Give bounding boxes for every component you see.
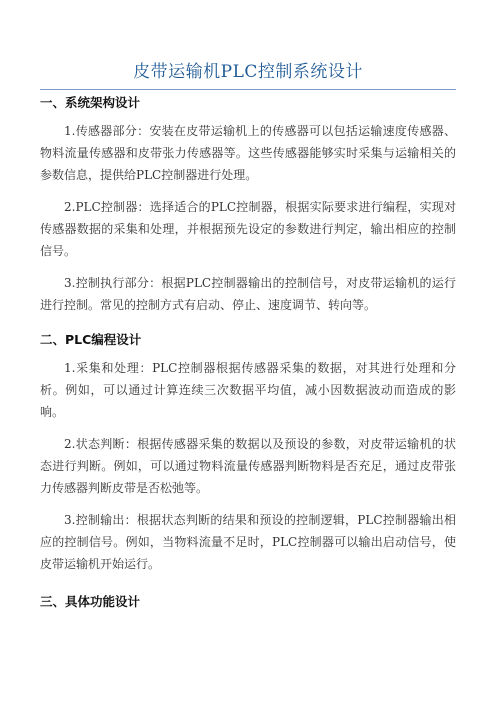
paragraph: 2.状态判断：根据传感器采集的数据以及预设的参数，对皮带运输机的状态进行判断。例如，可以通过物料流量传感器判断物料是否充足，通过皮带张力传感器判断皮带是否松弛等。 <box>40 437 456 495</box>
paragraph: 1.采集和处理：PLC控制器根据传感器采集的数据，对其进行处理和分析。例如，可以通过计算连续三次数据平均值，减小因数据波动而造成的影响。 <box>40 361 456 419</box>
section-heading: 一、系统架构设计 <box>40 95 141 110</box>
document-title: 皮带运输机PLC控制系统设计 <box>133 62 363 82</box>
title-divider <box>40 89 456 90</box>
section-heading: 三、具体功能设计 <box>40 594 141 609</box>
document-body <box>40 95 456 610</box>
paragraph: 1.传感器部分：安装在皮带运输机上的传感器可以包括运输速度传感器、物料流量传感器和皮带张力传感器等。这些传感器能够实时采集与运输相关的参数信息，提供给PLC控制器进行处理。 <box>40 124 456 182</box>
paragraph: 3.控制执行部分：根据PLC控制器输出的控制信号，对皮带运输机的运行进行控制。常见的控制方式有启动、停止、速度调节、转向等。 <box>40 276 456 312</box>
paragraph: 2.PLC控制器：选择适合的PLC控制器，根据实际要求进行编程，实现对传感器数据的采集和处理，并根据预先设定的参数进行判定，输出相应的控制信号。 <box>40 200 456 258</box>
paragraph: 3.控制输出：根据状态判断的结果和预设的控制逻辑，PLC控制器输出相应的控制信号。例如，当物料流量不足时，PLC控制器可以输出启动信号，使皮带运输机开始运行。 <box>40 513 456 571</box>
section-heading: 二、PLC编程设计 <box>40 332 142 347</box>
